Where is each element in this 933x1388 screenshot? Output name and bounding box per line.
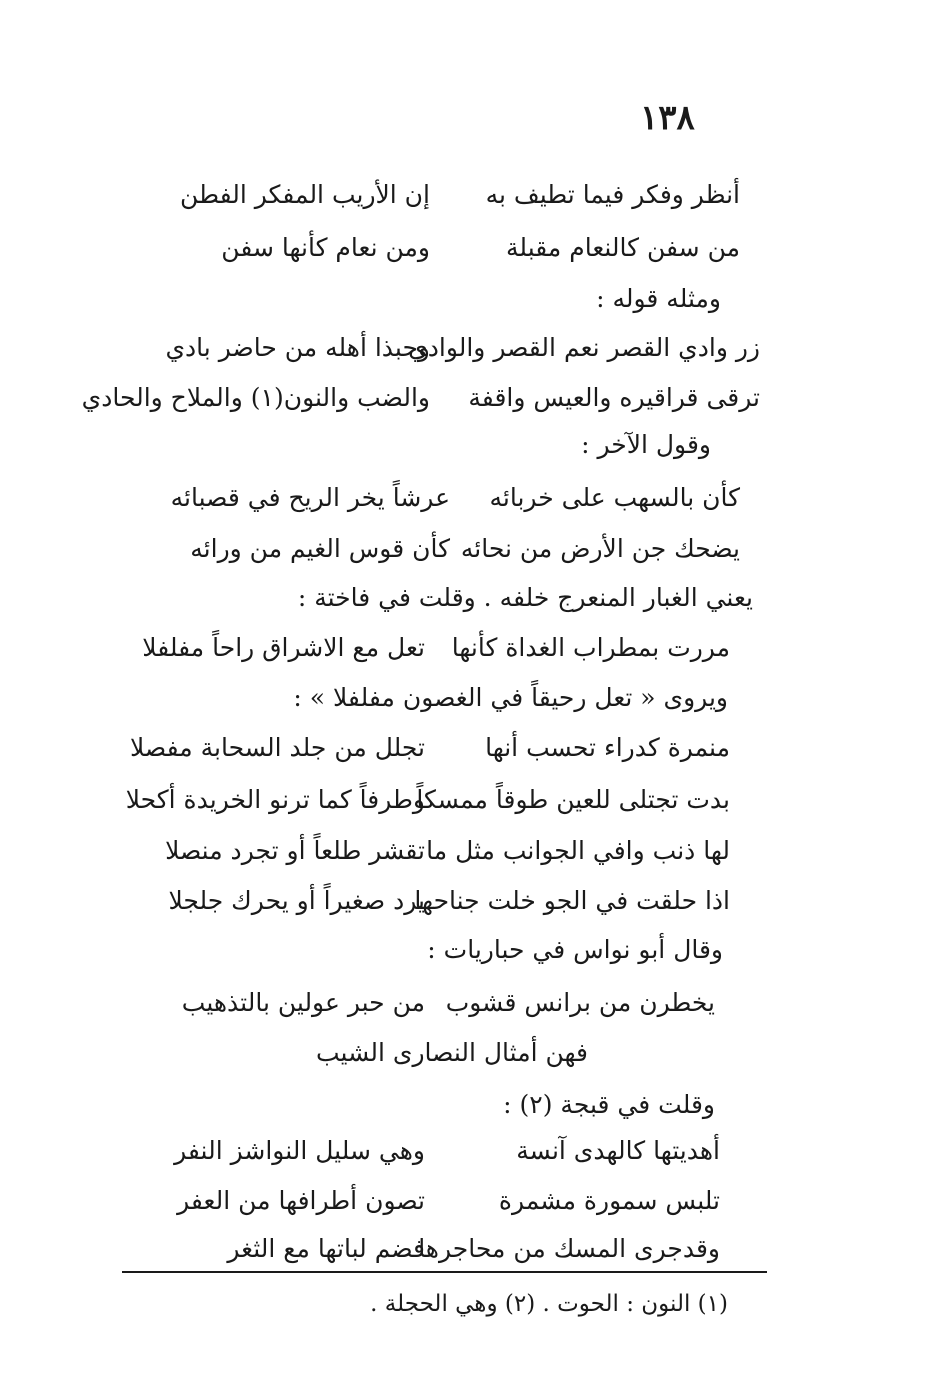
- verse-hemistich-second: يرد صغيراً أو يحرك جلجلا: [168, 886, 425, 915]
- verse-hemistich-second: والضب والنون(١) والملاح والحادي: [81, 383, 430, 412]
- verse-hemistich-second: تعل مع الاشراق راحاً مفلفلا: [142, 633, 425, 662]
- verse-hemistich-second: إن الأريب المفكر الفطن: [180, 180, 430, 209]
- prose-line: يعني الغبار المنعرج خلفه . وقلت في فاختة :: [297, 583, 753, 612]
- verse-line: [110, 735, 770, 775]
- prose-line: وقلت في قبجة (٢) :: [503, 1090, 715, 1119]
- verse-line: [110, 888, 770, 928]
- verse-line: [110, 1138, 770, 1178]
- verse-hemistich-second: فضم لباتها مع الثغر: [227, 1234, 425, 1263]
- verse-hemistich-first: لها ذنب وافي الجوانب مثل ما: [426, 836, 730, 865]
- verse-hemistich-first: بدت تجتلى للعين طوقاً ممسكاً: [416, 785, 730, 814]
- verse-hemistich-first: أهديتها كالهدى آنسة: [516, 1136, 720, 1165]
- verse-hemistich-second: تجلل من جلد السحابة مفصلا: [130, 733, 425, 762]
- verse-hemistich-first: وقدجرى المسك من محاجرها: [418, 1234, 720, 1263]
- prose-line: ويروى « تعل رحيقاً في الغصون مفلفلا » :: [293, 683, 728, 712]
- page-number: ١٣٨: [640, 98, 695, 138]
- verse-line: [110, 635, 770, 675]
- verse-line: [110, 838, 770, 878]
- verse-hemistich-second: وهي سليل النواشز النفر: [174, 1136, 425, 1165]
- verse-hemistich-first: كأن بالسهب على خربائه: [489, 483, 740, 512]
- verse-line: [110, 235, 770, 275]
- verse-hemistich-second: تصون أطرافها من العفر: [177, 1186, 425, 1215]
- verse-line: [110, 536, 770, 576]
- verse-line: [110, 182, 770, 222]
- verse-line: [110, 787, 770, 827]
- verse-hemistich-second: من حبر عولين بالتذهيب: [181, 988, 425, 1017]
- verse-hemistich-first: يخطرن من برانس قشوب: [445, 988, 715, 1017]
- verse-line: [110, 1188, 770, 1228]
- verse-hemistich-first: ترقى قراقيره والعيس واقفة: [468, 383, 760, 412]
- verse-hemistich-first: منمرة كدراء تحسب أنها: [485, 733, 730, 762]
- prose-line: ومثله قوله :: [596, 284, 721, 313]
- verse-hemistich-first: زر وادي القصر نعم القصر والوادي: [408, 333, 760, 362]
- verse-line: [110, 1236, 770, 1276]
- prose-line: وقال أبو نواس في حباريات :: [427, 935, 723, 964]
- verse-hemistich-first: يضحك جن الأرض من نحائه: [460, 534, 740, 563]
- verse-hemistich-first: مررت بمطراب الغداة كأنها: [451, 633, 730, 662]
- verse-hemistich-second: تقشر طلعاً أو تجرد منصلا: [165, 836, 425, 865]
- verse-hemistich-second: وطرفاً كما ترنو الخريدة أكحلا: [125, 785, 425, 814]
- verse-hemistich-first: من سفن كالنعام مقبلة: [506, 233, 740, 262]
- verse-hemistich-first: اذا حلقت في الجو خلت جناحها: [414, 886, 730, 915]
- verse-hemistich-second: ومن نعام كأنها سفن: [221, 233, 430, 262]
- centered-verse-line: فهن أمثال النصارى الشيب: [315, 1038, 588, 1067]
- prose-line: وقول الآخر :: [581, 430, 711, 459]
- verse-line: [110, 485, 770, 525]
- verse-line: [81, 383, 770, 425]
- verse-hemistich-second: عرشاً يخر الريح في قصبائه: [170, 483, 450, 512]
- verse-hemistich-second: كأن قوس الغيم من ورائه: [190, 534, 450, 563]
- verse-hemistich-first: أنظر وفكر فيما تطيف به: [485, 180, 740, 209]
- verse-line: [110, 335, 770, 375]
- verse-hemistich-second: وحبذا أهله من حاضر بادي: [165, 333, 430, 362]
- verse-line: [110, 990, 770, 1030]
- verse-hemistich-first: تلبس سمورة مشمرة: [498, 1186, 720, 1215]
- footnote-divider: [122, 1271, 767, 1273]
- footnotes: (١) النون : الحوت . (٢) وهي الحجلة .: [370, 1291, 728, 1317]
